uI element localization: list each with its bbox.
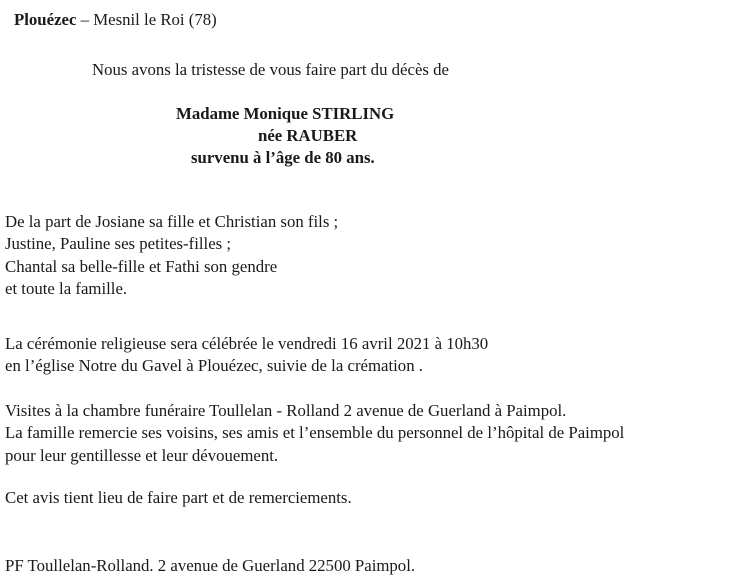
visits-line: pour leur gentillesse et leur dévouement. xyxy=(5,445,279,465)
family-line: Chantal sa belle-fille et Fathi son gendre xyxy=(5,256,278,276)
town-name: Plouézec xyxy=(14,10,77,29)
location-header xyxy=(14,10,217,29)
location-rest: – Mesnil le Roi (78) xyxy=(76,10,217,29)
intro-text: Nous avons la tristesse de vous faire part du décès de xyxy=(92,60,449,79)
deceased-age: survenu à l’âge de 80 ans. xyxy=(191,148,375,167)
visits-block xyxy=(5,401,624,468)
ceremony-line: La cérémonie religieuse sera célébrée le vendredi 16 avril 2021 à 10h30 xyxy=(5,334,489,353)
family-line: De la part de Josiane sa fille et Christian son fils ; xyxy=(5,212,339,231)
deceased-maiden-name: née RAUBER xyxy=(258,126,358,145)
ceremony-line: en l’église Notre du Gavel à Plouézec, suivie de la crémation . xyxy=(5,356,423,376)
family-line: Justine, Pauline ses petites-filles ; xyxy=(5,234,232,254)
family-line: et toute la famille. xyxy=(5,278,128,298)
family-block xyxy=(5,212,338,301)
closing-text: Cet avis tient lieu de faire part et de remerciements. xyxy=(5,488,352,507)
funeral-home-footer: PF Toullelan-Rolland. 2 avenue de Guerland 22500 Paimpol. xyxy=(5,556,416,575)
ceremony-block xyxy=(5,334,488,379)
visits-line: La famille remercie ses voisins, ses amis et l’ensemble du personnel de l’hôpital de Paimpol xyxy=(5,423,625,443)
visits-line: Visites à la chambre funéraire Toullelan - Rolland 2 avenue de Guerland à Paimpol. xyxy=(5,401,567,420)
deceased-name: Madame Monique STIRLING xyxy=(176,104,395,123)
